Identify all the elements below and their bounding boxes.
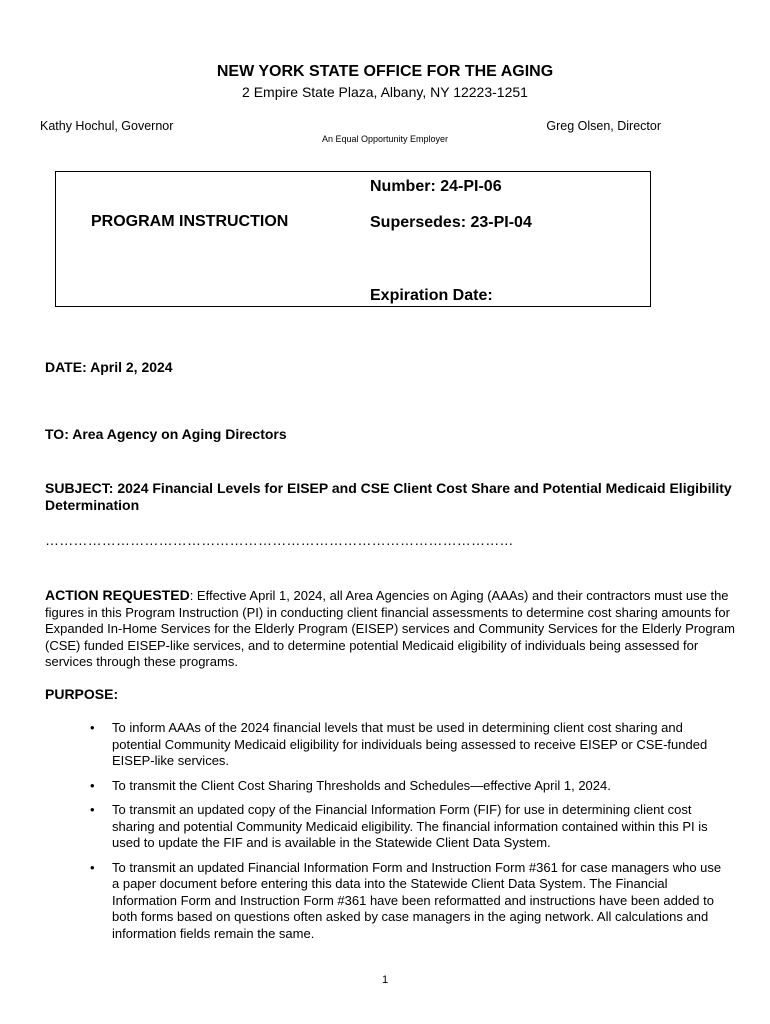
governor-name: Kathy Hochul, Governor — [40, 119, 174, 133]
purpose-list — [90, 720, 730, 950]
memo-recipient: TO: Area Agency on Aging Directors — [45, 426, 287, 442]
list-item-text: To transmit the Client Cost Sharing Thresholds and Schedules—effective April 1, 2024. — [112, 777, 611, 793]
action-requested-text: : Effective April 1, 2024, all Area Agencies on Aging (AAAs) and their contractors must use the figures in this Program Instruction (PI) in conducting client financial assessments to determine cost sharing amounts for Expanded In-Home Services for the Elderly Program (EISEP) services and Community Services for the Elderly Program (CSE) funded EISEP-like services, and to determine potential Medicaid eligibility of individuals being assessed for services through these programs. — [45, 588, 735, 669]
page-number: 1 — [381, 974, 389, 986]
action-requested-paragraph — [45, 587, 735, 671]
instruction-number: Number: 24-PI-06 — [370, 178, 502, 195]
program-instruction-title: PROGRAM INSTRUCTION — [91, 213, 289, 230]
list-item-text: To transmit an updated Financial Information Form and Instruction Form #361 for case managers who use a paper document before entering this data into the Statewide Client Data System. The Financial Information Form and Instruction Form #361 have been reformatted and instructions have been added to both forms based on questions often asked by case managers in the aging network. All calculations and information fields remain the same. — [112, 859, 722, 941]
bullet-icon: • — [90, 777, 95, 793]
action-requested-label: ACTION REQUESTED — [45, 587, 190, 603]
list-item — [90, 860, 730, 943]
list-item — [90, 778, 730, 795]
director-name: Greg Olsen, Director — [546, 119, 661, 133]
memo-date: DATE: April 2, 2024 — [45, 359, 173, 375]
list-item-text: To inform AAAs of the 2024 financial levels that must be used in determining client cost sharing and potential Community Medicaid eligibility for individuals being assessed to receive EISEP or CSE-funded EISEP-like services. — [112, 720, 708, 768]
supersedes-number: Supersedes: 23-PI-04 — [370, 214, 532, 231]
bullet-icon: • — [90, 802, 95, 817]
dotted-divider: ……………………………………………………………………………………… — [45, 532, 514, 548]
bullet-icon: • — [90, 859, 95, 875]
bullet-icon: • — [90, 720, 95, 735]
memo-subject: SUBJECT: 2024 Financial Levels for EISEP and CSE Client Cost Share and Potential Medicaid Eligibility Determination — [45, 480, 732, 513]
expiration-date: Expiration Date: — [370, 287, 493, 304]
organization-name: NEW YORK STATE OFFICE FOR THE AGING — [216, 63, 554, 80]
list-item-text: To transmit an updated copy of the Financial Information Form (FIF) for use in determining client cost sharing and potential Community Medicaid eligibility. The financial information contained within this PI is used to update the FIF and is available in the Statewide Client Data System. — [112, 802, 708, 850]
program-instruction-box — [55, 171, 651, 307]
list-item — [90, 802, 730, 852]
list-item — [90, 720, 730, 770]
organization-address: 2 Empire State Plaza, Albany, NY 12223-1251 — [242, 84, 528, 100]
purpose-heading: PURPOSE: — [45, 686, 119, 702]
equal-opportunity-note: An Equal Opportunity Employer — [321, 134, 449, 144]
